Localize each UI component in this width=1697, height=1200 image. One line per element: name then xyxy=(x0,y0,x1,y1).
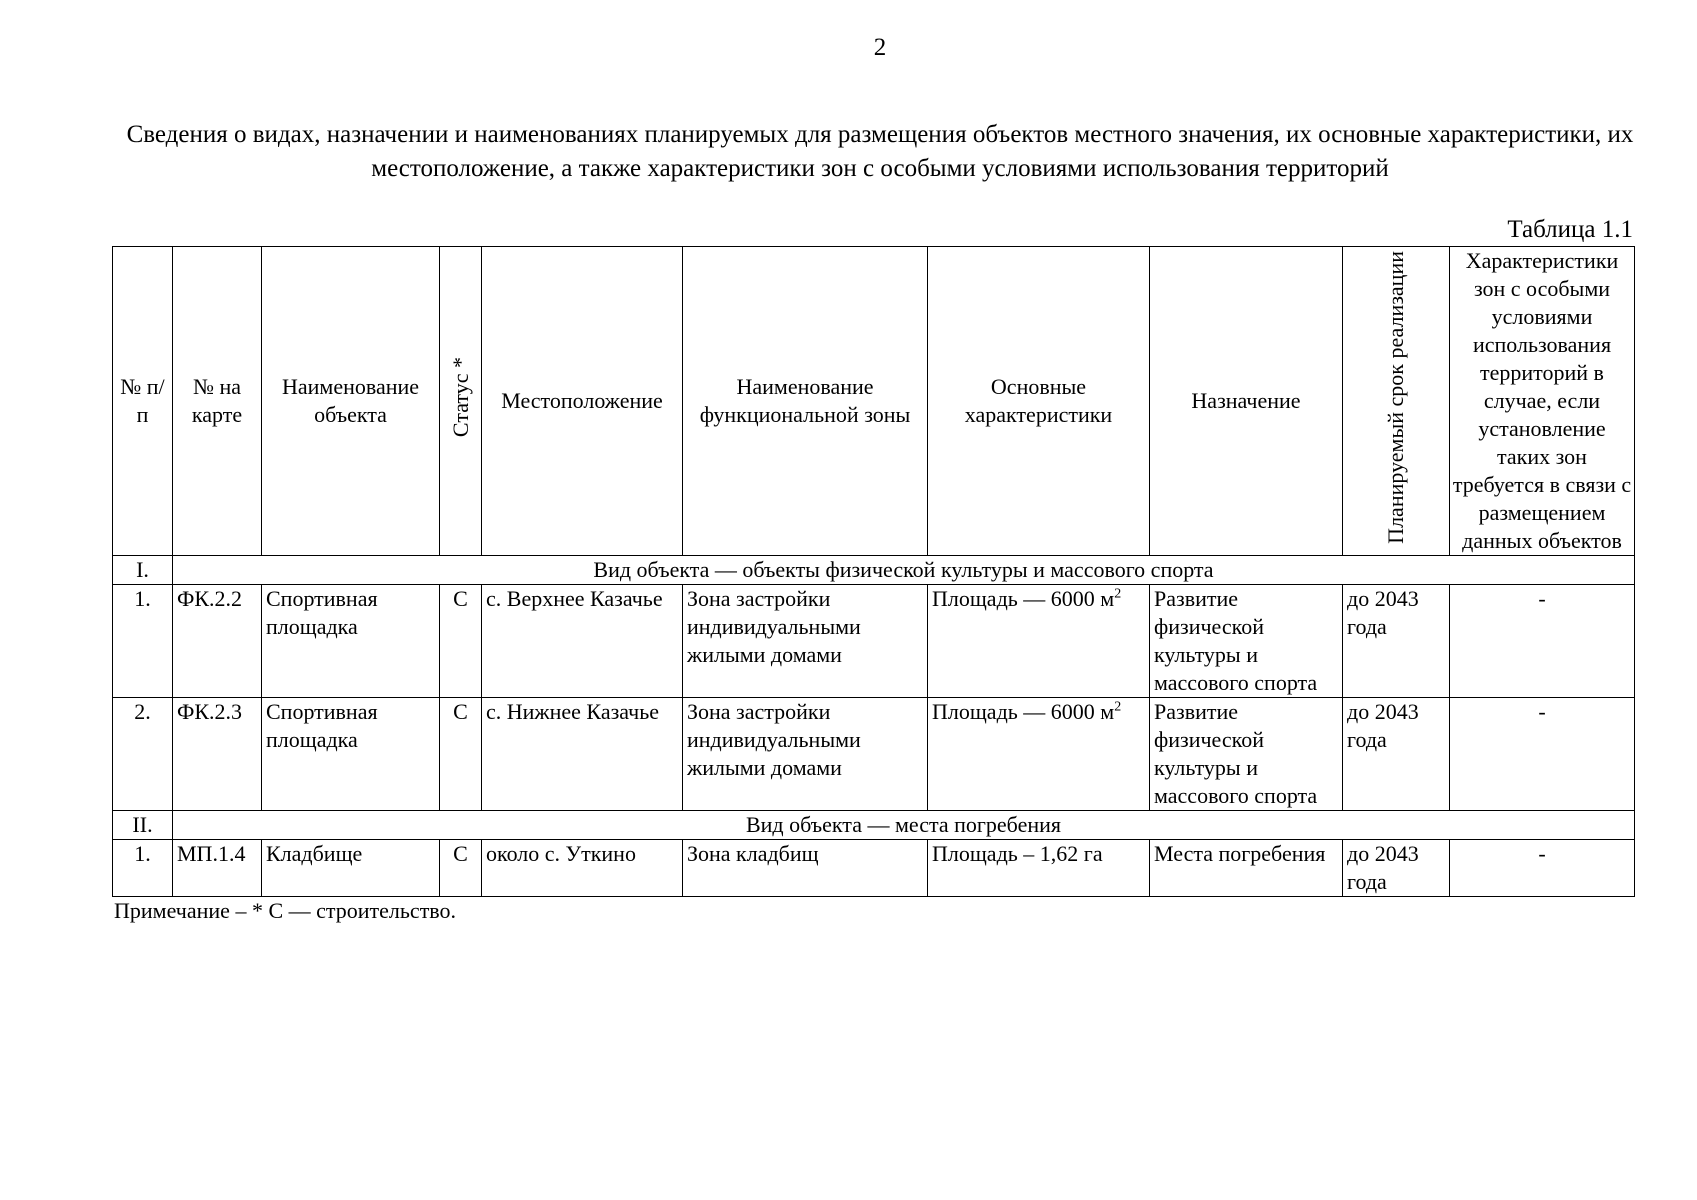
main-chars-superscript: 2 xyxy=(1114,699,1122,715)
header-map-num: № на карте xyxy=(173,247,262,556)
header-num: № п/п xyxy=(113,247,173,556)
section-row xyxy=(113,556,1635,585)
cell-map-num: ФК.2.3 xyxy=(173,698,262,811)
main-chars-superscript: 2 xyxy=(1114,586,1122,602)
cell-deadline: до 2043 года xyxy=(1343,840,1450,897)
cell-location: с. Нижнее Казачье xyxy=(482,698,683,811)
cell-purpose: Развитие физической культуры и массового спорта xyxy=(1150,585,1343,698)
main-chars-text: Площадь — 6000 м xyxy=(932,586,1115,611)
cell-main-chars xyxy=(928,698,1150,811)
section-num: II. xyxy=(113,811,173,840)
cell-object-name: Кладбище xyxy=(262,840,440,897)
cell-location: около с. Уткино xyxy=(482,840,683,897)
section-row xyxy=(113,811,1635,840)
cell-map-num: ФК.2.2 xyxy=(173,585,262,698)
table-row xyxy=(113,585,1635,698)
cell-num: 1. xyxy=(113,840,173,897)
table-row xyxy=(113,840,1635,897)
cell-func-zone: Зона застройки индивидуальными жилыми домами xyxy=(683,585,928,698)
header-deadline xyxy=(1343,247,1450,556)
cell-location: с. Верхнее Казачье xyxy=(482,585,683,698)
cell-object-name: Спортивная площадка xyxy=(262,698,440,811)
section-title: Вид объекта — объекты физической культуры и массового спорта xyxy=(173,556,1635,585)
cell-zones: - xyxy=(1450,698,1635,811)
header-object-name: Наименование объекта xyxy=(262,247,440,556)
cell-object-name: Спортивная площадка xyxy=(262,585,440,698)
cell-status: С xyxy=(440,585,482,698)
cell-purpose: Места погребения xyxy=(1150,840,1343,897)
table-row xyxy=(113,698,1635,811)
cell-deadline: до 2043 года xyxy=(1343,698,1450,811)
cell-num: 2. xyxy=(113,698,173,811)
cell-main-chars xyxy=(928,585,1150,698)
cell-status: С xyxy=(440,840,482,897)
header-purpose: Назначение xyxy=(1150,247,1343,556)
header-main-chars: Основные характеристики xyxy=(928,247,1150,556)
header-zones: Характеристики зон с особыми условиями использования территорий в случае, если установление таких зон требуется в связи с размещением данных объектов xyxy=(1450,247,1635,556)
cell-func-zone: Зона кладбищ xyxy=(683,840,928,897)
document-title: Сведения о видах, назначении и наименованиях планируемых для размещения объектов местного значения, их основные характеристики, их местоположение, а также характеристики зон с особыми условиями использования территорий xyxy=(126,121,1634,182)
table-header-row xyxy=(113,247,1635,556)
cell-purpose: Развитие физической культуры и массового спорта xyxy=(1150,698,1343,811)
cell-zones: - xyxy=(1450,840,1635,897)
cell-func-zone: Зона застройки индивидуальными жилыми домами xyxy=(683,698,928,811)
cell-main-chars: Площадь – 1,62 га xyxy=(928,840,1150,897)
section-num: I. xyxy=(113,556,173,585)
cell-num: 1. xyxy=(113,585,173,698)
objects-table xyxy=(112,246,1635,897)
header-deadline-label: Планируемый срок реализации xyxy=(1383,251,1408,544)
header-func-zone: Наименование функциональной зоны xyxy=(683,247,928,556)
header-location: Местоположение xyxy=(482,247,683,556)
header-status xyxy=(440,247,482,556)
table-note: Примечание – * С — строительство. xyxy=(114,898,457,923)
cell-map-num: МП.1.4 xyxy=(173,840,262,897)
main-chars-text: Площадь — 6000 м xyxy=(932,699,1115,724)
section-title: Вид объекта — места погребения xyxy=(173,811,1635,840)
page-number: 2 xyxy=(873,34,887,61)
table-caption: Таблица 1.1 xyxy=(1507,216,1633,243)
cell-deadline: до 2043 года xyxy=(1343,585,1450,698)
header-status-label: Статус * xyxy=(447,357,473,438)
cell-zones: - xyxy=(1450,585,1635,698)
cell-status: С xyxy=(440,698,482,811)
